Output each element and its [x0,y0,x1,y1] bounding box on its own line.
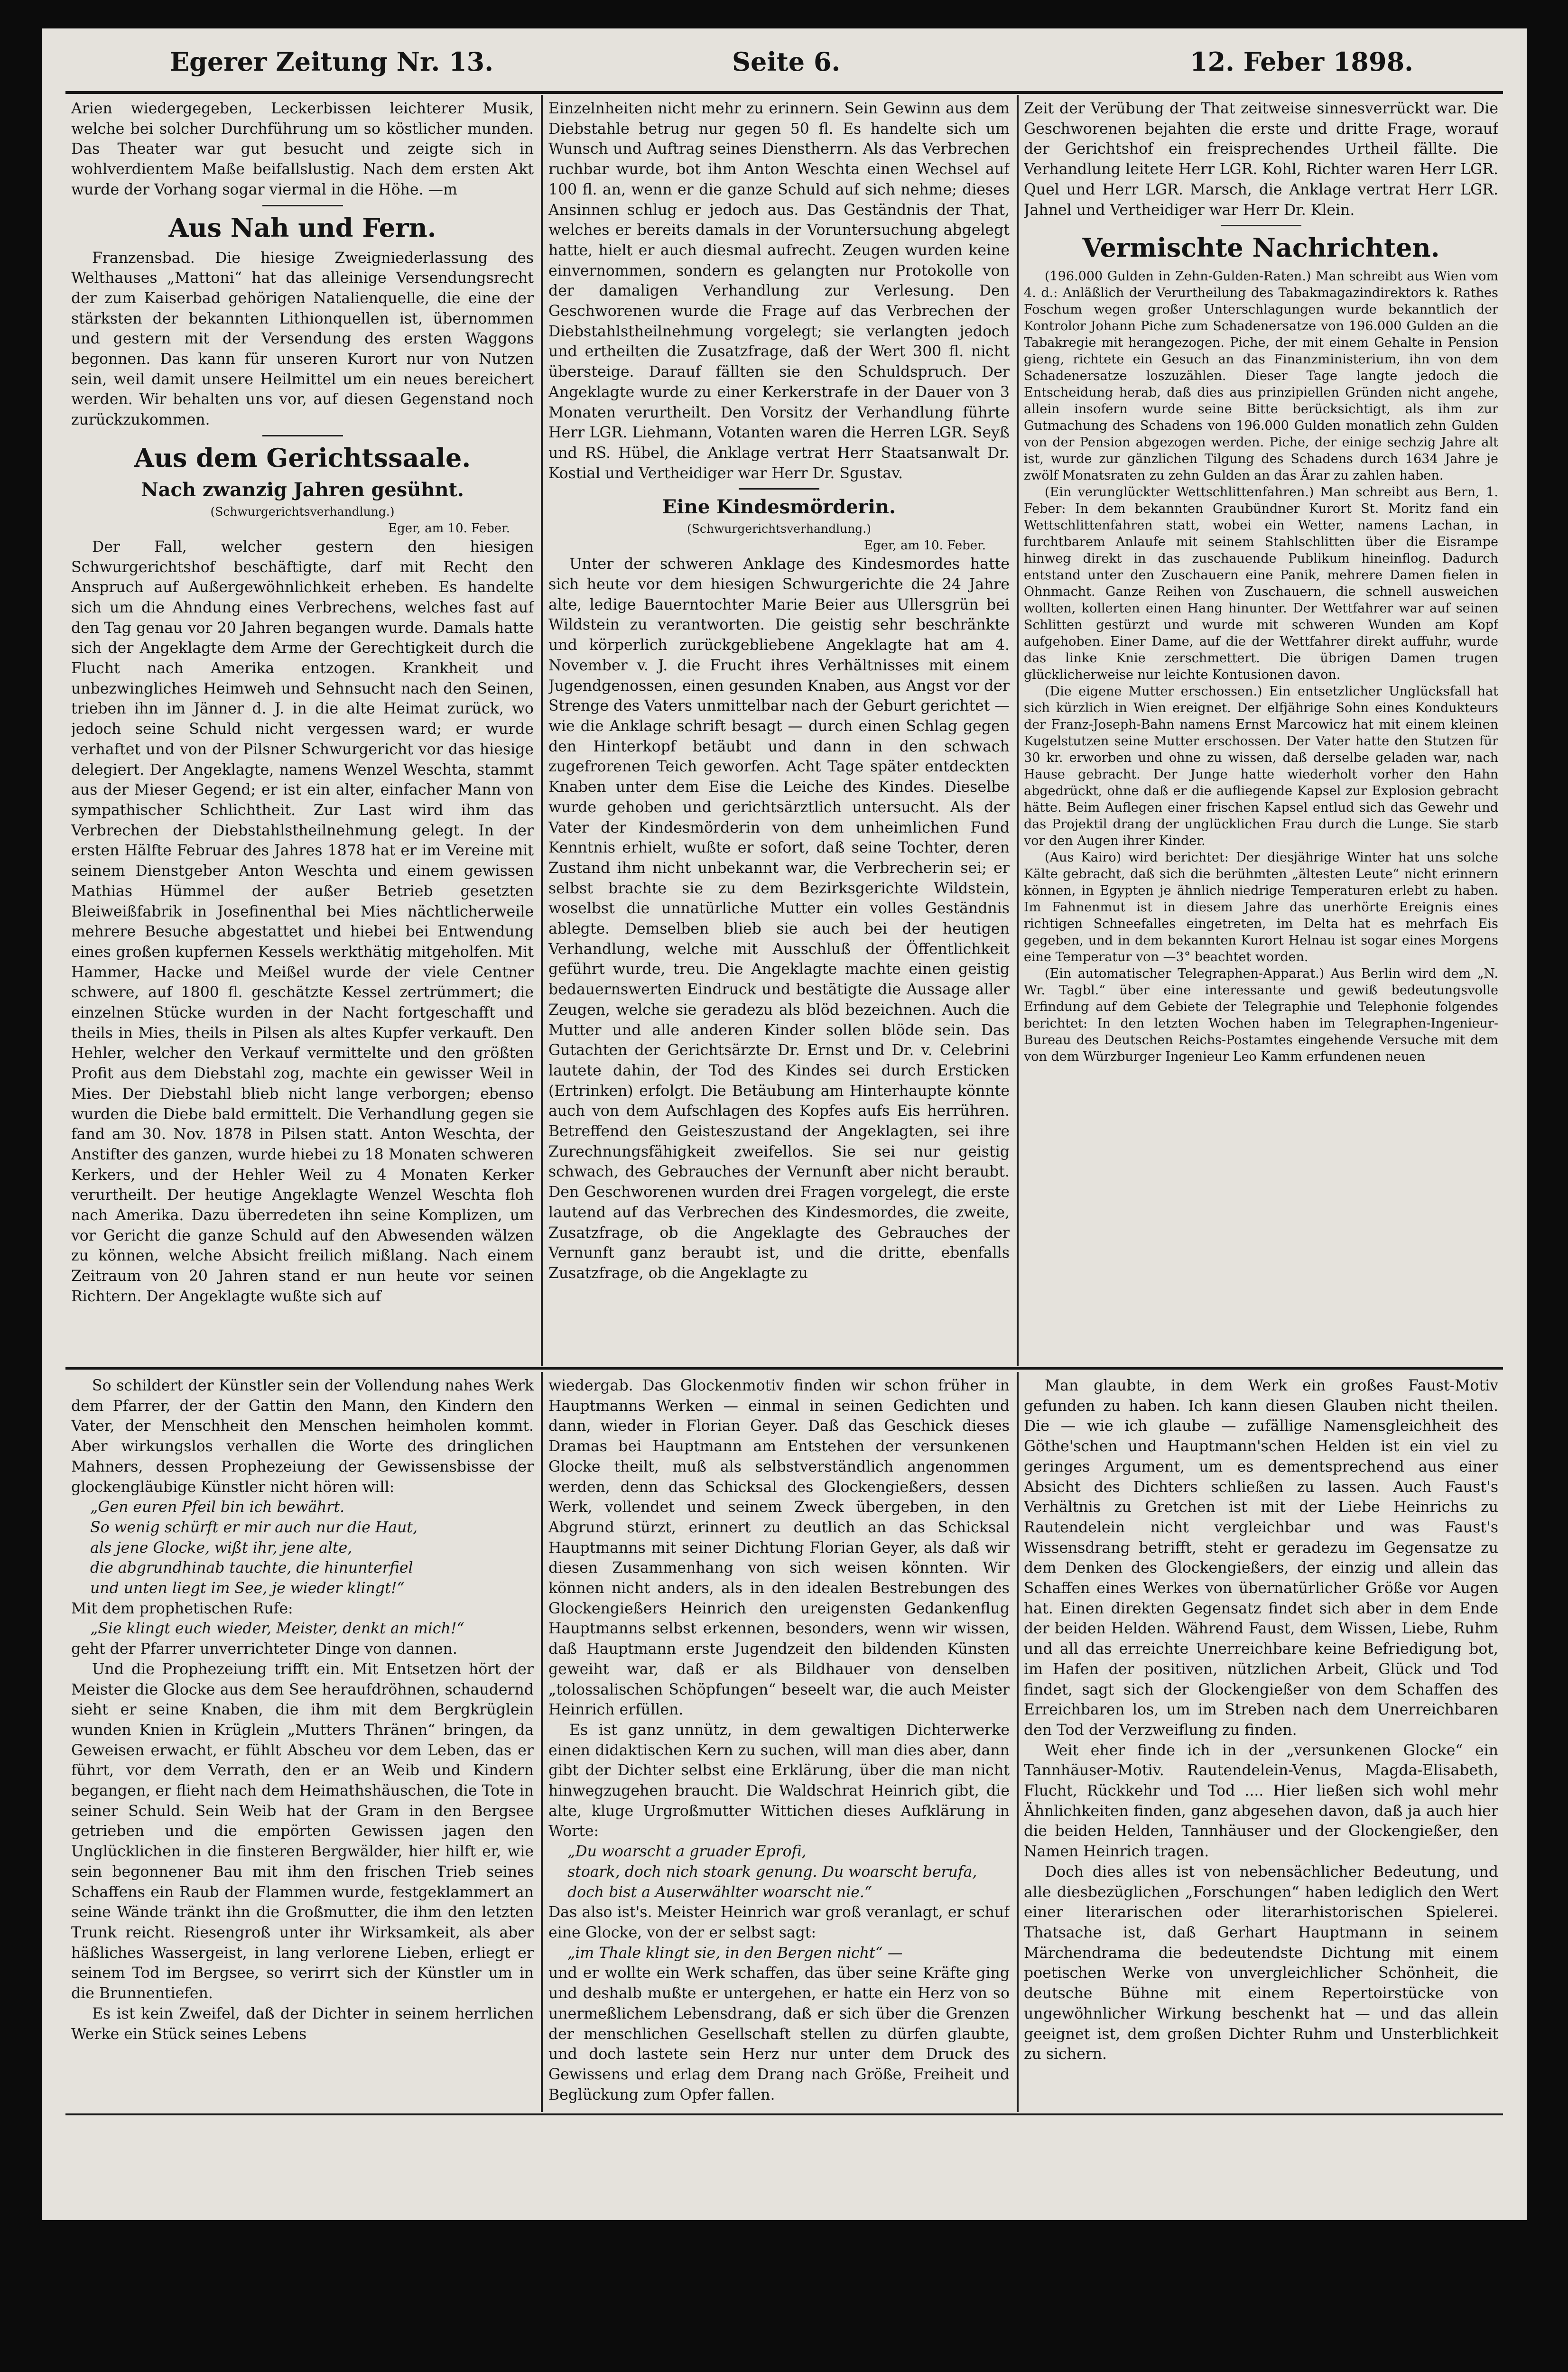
verse-line: „Gen euren Pfeil bin ich bewährt. [90,1499,345,1516]
column-divider [1017,1372,1019,2112]
verse-line: „Du woarscht a gruader Eprofi, [567,1843,807,1861]
verse-line: als jene Glocke, wißt ihr, jene alte, [90,1539,353,1557]
article-headline: Eine Kindesmörderin. [662,496,896,519]
header-page-number: Seite 6. [732,46,841,77]
verse-line: stoark, doch nich stoark genung. Du woarscht berufa, [567,1863,977,1881]
dateline: Eger, am 10. Feber. [388,521,510,536]
feuilleton-text: Es ist ganz unnütz, in dem gewaltigen Dichterwerke einen didaktischen Kern zu suchen, will man dies aber, dann gibt der Dichter selbst eine Erklärung, über die man nicht hinwegzugehen braucht. Die Waldschrat Heinrich gibt, die alte, kluge Urgroßmutter Wittichen dieses Aufklärung in Worte: [548,1721,1010,1840]
page-header [42,28,1527,90]
advertisement-rule [65,2113,1503,2115]
article-note: (Schwurgerichtsverhandlung.) [687,522,872,536]
dateline: Eger, am 10. Feber. [863,538,986,553]
verse-line: „Sie klingt euch wieder, Meister, denkt an mich!“ [90,1620,464,1638]
feuilleton-text: Das also ist's. Meister Heinrich war groß veranlagt, er schuf eine Glocke, von der er selbst sagt: [548,1904,1010,1941]
header-rule [65,91,1503,94]
verse-line: die abgrundhinab tauchte, die hinunterfiel [90,1559,413,1577]
article-text: Unter der schweren Anklage des Kindesmordes hatte sich heute vor dem hiesigen Schwurgerichte die 24 Jahre alte, ledige Bauerntochter Marie Beier aus Ullersgrün bei Wildstein zu verantworten. Die geistig sehr beschränkte und körperlich zurückgebliebene Angeklagte hat am 4. November v. J. die Frucht ihres Verhältnisses mit einem Jugendgenossen, einen gesunden Knaben, aus Angst vor der Strenge des Vaters unmittelbar nach der Geburt gerichtet — wie die Anklage schrift besagt — durch einen Schlag gegen den Hinterkopf betäubt und dann in den schwach zugefrorenen Teich geworfen. Acht Tage später entdeckten Knaben unter dem Eise die Leiche des Kindes. Dieselbe wurde gehoben und gerichtsärztlich untersucht. Als der Vater der Kindesmörderin von dem unheimlichen Fund Kenntnis erhielt, wußte er sofort, daß seine Tochter, deren Zustand ihm nicht unbekannt war, die Verbrecherin sei; er selbst brachte sie zu dem Bezirksgerichte Wildstein, woselbst die unnatürliche Mutter ein volles Geständnis ablegte. Demselben blieb sie auch bei der heutigen Verhandlung, welche mit Ausschluß der Öffentlichkeit geführt wurde, treu. Die Angeklagte machte einen geistig bedauernswerten Eindruck und bestätigte die Aussage aller Zeugen, welche sie geradezu als blöd bezeichnen. Auch die Mutter und alle anderen Kinder sollen blöde sein. Das Gutachten der Gerichtsärzte Dr. Ernst und Dr. v. Celebrini lautete dahin, der Tod des Kindes sei durch Ersticken (Ertrinken) erfolgt. Die Betäubung am Hinterhaupte könnte auch von dem Aufschlagen des Kopfes aufs Eis herrühren. Betreffend den Geisteszustand der Angeklagten, sei ihre Zurechnungsfähigkeit zweifellos. Sie sei nur geistig schwach, des Gebrauches der Vernunft aber nicht beraubt. Den Geschworenen wurden drei Fragen vorgelegt, die erste lautend auf das Verbrechen des Kindesmordes, die zweite, Zusatzfrage, ob die Angeklagte des Gebrauches der Vernunft ganz beraubt ist, und die dritte, ebenfalls Zusatzfrage, ob die Angeklagte zu [548,556,1010,1282]
news-item: (Ein automatischer Telegraphen-Apparat.) Aus Berlin wird dem „N. Wr. Tagbl.“ über eine interessante und gewiß bedeutungsvolle Erfindung auf dem Gebiete der Telegraphie und Telephonie folgendes berichtet: In den letzten Wochen haben im Telegraphen-Ingenieur-Bureau des Deutschen Reichs-Postamtes eingehende Versuche mit dem von dem Würzburger Ingenieur Leo Kamm erfundenen neuen [1024,966,1498,1065]
article-text: Einzelnheiten nicht mehr zu erinnern. Sein Gewinn aus dem Diebstahle betrug nur gegen 50 fl. Es handelte sich um Wunsch und Auftrag seines Dienstherrn. Als das Verbrechen ruchbar wurde, bot ihm Anton Weschta einen Wechsel auf 100 fl. an, wenn er die ganze Schuld auf sich nehme; dieses Ansinnen schlug er jedoch aus. Das Geständnis der That, welches er bereits damals in der Voruntersuchung abgelegt hatte, hielt er auch diesmal aufrecht. Zeugen wurden keine einvernommen, sondern es gelangten nur Protokolle von der damaligen Verhandlung zur Verlesung. Den Geschworenen wurde die Frage auf das Verbrechen der Diebstahlstheilnehmung vorgelegt; sie verlangten jedoch und ertheilten die Zusatzfrage, daß der Wert 300 fl. nicht übersteige. Darauf fällten sie den Schuldspruch. Der Angeklagte wurde zu einer Kerkerstrafe in der Dauer von 3 Monaten verurtheilt. Den Vorsitz der Verhandlung führte Herr LGR. Liehmann, Votanten waren die Herren LGR. Seyß und RS. Hübel, die Anklage vertrat Herr Staatsanwalt Dr. Kostial und Vertheidiger war Herr Dr. Sgustav. [548,100,1010,482]
news-item: (196.000 Gulden in Zehn-Gulden-Raten.) Man schreibt aus Wien vom 4. d.: Anläßlich der Verurtheilung des Tabakmagazindirektors k. Rathes Foschum wegen großer Unterschlagungen wurde bekanntlich der Kontrolor Johann Piche zum Schadenersatze von 196.000 Gulden an die Tabakregie mit herangezogen. Piche, der mit einem Gehalte in Pension gieng, richtete ein Gesuch an das Finanzministerium, ihn von dem Schadenersatze loszuzählen. Dieser Tage langte jedoch die Entscheidung herab, daß dies aus prinzipiellen Gründen nicht angehe, allein insofern wurde seine Bitte berücksichtigt, als ihm zur Gutmachung des Schadens von 196.000 Gulden monatlich zehn Gulden von der Pension abgezogen werden. Piche, der einige sechzig Jahre alt ist, wurde zur gänzlichen Tilgung des Schadens durch 1634 Jahre je zwölf Monatsraten zu zehn Gulden an das Ärar zu zahlen haben. [1024,269,1498,483]
verse-line: doch bist a Auserwählter woarscht nie.“ [567,1883,872,1901]
section-rule [262,435,343,436]
feuilleton-text: Mit dem prophetischen Rufe: [71,1600,293,1617]
news-item: (Aus Kairo) wird berichtet: Der diesjährige Winter hat uns solche Kälte gebracht, daß sich die berühmten „ältesten Leute“ nicht erinnern können, in Egypten je ähnlich niedrige Temperaturen erlebt zu haben. Im Fahnenmut ist in diesem Jahre das unerhörte Ereignis eines richtigen Schneefalles eingetreten, im Delta hat es mehrfach Eis gegeben, und in dem bekannten Kurort Helnau ist sogar eines Morgens eine Temperatur von —3° beachtet worden. [1024,850,1498,965]
upper-column-2 [548,99,1010,1366]
lower-column-3 [1024,1376,1498,2106]
advertisement [0,2116,1568,2372]
feuilleton-text: wiedergab. Das Glockenmotiv finden wir schon früher in Hauptmanns Werken — einmal in seinen Gedichten und dann, wieder in Florian Geyer. Daß das Geschick dieses Dramas bei Hauptmann am Entstehen der versunkenen Glocke theilt, muß als selbstverständlich angenommen werden, denn das Schicksal des Glockengießers, dessen Werk, vollendet und seinem Zweck übergeben, in den Abgrund stürzt, erinnert zu deutlich an das Schicksal Hauptmanns mit seiner Dichtung Florian Geyer, als daß wir diesen Zusammenhang von sich weisen könnten. Wir können nicht anders, als in den idealen Bestrebungen des Glockengießers Heinrich den ureigensten Gedankenflug Hauptmanns selbst erkennen, besonders, wenn wir wissen, daß Hauptmann erste Jugendzeit den bildenden Künsten geweiht war, daß er als Bildhauer von denselben „tolossalischen Schöpfungen“ beseelt war, die auch Meister Heinrich erfüllen. [548,1377,1010,1719]
column-divider [541,1372,543,2112]
news-items [1024,268,1498,1065]
section-rule [1221,225,1301,226]
news-item: (Ein verunglückter Wettschlittenfahren.) Man schreibt aus Bern, 1. Feber: In dem bekannten Graubündner Kurort St. Moritz fand ein Wettschlittenfahren statt, wobei ein Wetter, namens Lachan, in furchtbarem Anlaufe mit seinem Stahlschlitten über die Eisrampe hinweg direkt in das zuschauende Publikum hineinflog. Dadurch entstand unter den Zuschauern eine Panik, mehrere Damen fielen in Ohnmacht. Ganze Reihen von Zuschauern, die schnell ausweichen wollten, kollerten einen Hang hinunter. Der Wettfahrer war auf seinen Schlitten gestürzt und wurde mit schweren Wunden am Kopf aufgehoben. Einer Dame, auf die der Wettfahrer direkt auffuhr, wurde das linke Knie zerschmettert. Die übrigen Damen trugen glücklicherweise nur leichte Kontusionen davon. [1024,485,1498,683]
upper-column-3 [1024,99,1498,1366]
feuilleton-rule [65,1367,1503,1370]
section-rule [262,205,343,206]
upper-column-1 [71,99,534,1366]
newspaper-page [42,28,1527,2220]
column-divider [541,95,543,1366]
header-date: 12. Feber 1898. [1190,46,1413,77]
lower-column-2 [548,1376,1010,2106]
feuilleton-text: Weit eher finde ich in der „versunkenen Glocke“ ein Tannhäuser-Motiv. Rautendelein-Venus, Magda-Elisabeth, Flucht, Rückkehr und Tod .... Hier ließen sich wohl mehr Ähnlichkeiten finden, ganz abgesehen davon, daß ja auch hier die beiden Helden, Tannhäuser und der Glockengießer, den Namen Heinrich tragen. [1024,1742,1498,1861]
section-heading: Aus Nah und Fern. [168,212,436,243]
article-text: Franzensbad. Die hiesige Zweigniederlassung des Welthauses „Mattoni“ hat das alleinige Versendungsrecht der zum Kaiserbad gehörigen Natalienquelle, die eine der stärksten der bekannten Lithionquellen ist, übernommen und gestern mit der Versendung des ersten Waggons begonnen. Das kann für unseren Kurort nur von Nutzen sein, weil damit unsere Heilmittel um ein neues bereichert werden. Wir behalten uns vor, auf diesen Gegenstand noch zurückzukommen. [71,249,534,429]
feuilleton-text: geht der Pfarrer unverrichteter Dinge von dannen. [71,1640,457,1658]
verse-line: und unten liegt im See, je wieder klingt!“ [90,1580,405,1597]
feuilleton-text: und er wollte ein Werk schaffen, das über seine Kräfte ging und deshalb mußte er untergehen, er hatte ein Herz von so unermeßlichem Lebensdrang, daß er sich über die Grenzen der menschlichen Gesellschaft stellen zu dürfen glaubte, und doch lastete sein Herz nur unter dem Druck des Gewissens und erlag dem Drang nach Größe, Freiheit und Beglückung zum Opfer fallen. [548,1964,1010,2103]
verse-line: So wenig schürft er mir auch nur die Haut, [90,1519,418,1536]
section-rule [739,488,819,490]
column-divider [1017,95,1019,1366]
verse-line: „im Thale klingt sie, in den Bergen nicht“ — [567,1944,903,1962]
section-heading: Aus dem Gerichtssaale. [134,442,471,473]
feuilleton-text: Es ist kein Zweifel, daß der Dichter in seinem herrlichen Werke ein Stück seines Lebens [71,2005,534,2043]
feuilleton-text: So schildert der Künstler sein der Vollendung nahes Werk dem Pfarrer, der der Gattin den Mann, den Kindern den Vater, der Menschheit den Menschen heimholen kommt. Aber wirkungslos verhallen die Worte des dringlichen Mahners, dessen Prophezeiung der Gewissensbisse der glockengläubige Künstler nicht hören will: [71,1377,534,1496]
article-text: Zeit der Verübung der That zeitweise sinnesverrückt war. Die Geschworenen bejahten die erste und dritte Frage, worauf der Gerichtshof ein freisprechendes Urtheil fällte. Die Verhandlung leitete Herr LGR. Kohl, Richter waren Herr LGR. Quel und Herr LGR. Marsch, die Anklage vertrat Herr LGR. Jahnel und Vertheidiger war Herr Dr. Klein. [1024,100,1498,219]
header-newspaper-title: Egerer Zeitung Nr. 13. [170,46,494,77]
news-item: (Die eigene Mutter erschossen.) Ein entsetzlicher Unglücksfall hat sich kürzlich in Wien ereignet. Der elfjährige Sohn eines Kondukteurs der Franz-Joseph-Bahn namens Ernst Marcowicz hat mit einem kleinen Kugelstutzen seine Mutter erschossen. Der Vater hatte den Stutzen für 30 kr. erworben und ohne zu wissen, daß derselbe geladen war, nach Hause gebracht. Der Junge hatte wiederholt vorher den Hahn abgedrückt, ohne daß er die aufliegende Kapsel zur Explosion gebracht hätte. Beim Auflegen einer frischen Kapsel entlud sich das Gewehr und das Projektil drang der unglücklichen Frau durch die Lunge. Sie starb vor den Augen ihrer Kinder. [1024,684,1498,849]
feuilleton-text: Man glaubte, in dem Werk ein großes Faust-Motiv gefunden zu haben. Ich kann diesen Glauben nicht theilen. Die — wie ich glaube — zufällige Namensgleichheit des Göthe'schen und Hauptmann'schen Helden ist ein viel zu geringes Argument, um es dementsprechend aus einer Absicht des Dichters schließen zu lassen. Auch Faust's Verhältnis zu Gretchen ist mit der Liebe Heinrichs zu Rautendelein nicht vergleichbar und was Faust's Wissensdrang betrifft, steht er geradezu im Gegensatze zu dem Denken des Glockengießers, der einzig und allein das Schaffen eines Werkes von übernatürlicher Größe vor Augen hat. Einen direkten Gegensatz findet sich aber in dem Ende der beiden Helden. Während Faust, dem Wissen, Liebe, Ruhm und all das erreichte Unerreichbare keine Befriedigung bot, im Hafen der positiven, nützlichen Arbeit, Glück und Tod findet, sagt sich der Glockengießer von dem Schaffen des Erreichbaren los, um im Streben nach dem Unerreichbaren den Tod der Verzweiflung zu finden. [1024,1377,1498,1739]
article-note: (Schwurgerichtsverhandlung.) [210,504,395,519]
article-text: Der Fall, welcher gestern den hiesigen Schwurgerichtshof beschäftigte, darf mit Recht den Anspruch auf Außergewöhnlichkeit erheben. Es handelte sich um die Ahndung eines Verbrechens, welches fast auf den Tag genau vor 20 Jahren begangen wurde. Damals hatte sich der Angeklagte dem Arme der Gerechtigkeit durch die Flucht nach Amerika entzogen. Krankheit und unbezwingliches Heimweh und Sehnsucht nach den Seinen, trieben ihn im Jänner d. J. in die alte Heimat zurück, wo jedoch seine Schuld nicht vergessen ward; er wurde verhaftet und von der Pilsner Schwurgericht vor das hiesige delegiert. Der Angeklagte, namens Wenzel Weschta, stammt aus der Mieser Gegend; er ist ein alter, einfacher Mann von sympathischer Schlichtheit. Zur Last wird ihm das Verbrechen der Diebstahlstheilnehmung gelegt. In der ersten Hälfte Februar des Jahres 1878 hat er im Vereine mit seinem Dienstgeber Anton Weschta und einem gewissen Mathias Hümmel der außer Betrieb gesetzten Bleiweißfabrik in Josefinenthal bei Mies nächtlicherweile mehrere Besuche abgestattet und hiebei bei Entwendung eines großen kupfernen Kessels werkthätig mitgeholfen. Mit Hammer, Hacke und Meißel wurde der viele Centner schwere, auf 1800 fl. geschätzte Kessel zertrümmert; die einzelnen Stücke wurden in der Nacht fortgeschafft und theils in Mies, theils in Pilsen als altes Kupfer verkauft. Den Hehler, welcher den Verkauf vermittelte und den größten Profit aus dem Diebstahl zog, machte ein gewisser Weil in Mies. Der Diebstahl blieb nicht lange verborgen; ebenso wurden die Diebe bald ermittelt. Die Verhandlung gegen sie fand am 30. Nov. 1878 in Pilsen statt. Anton Weschta, der Anstifter des ganzen, wurde hiebei zu 18 Monaten schweren Kerkers, und der Hehler Weil zu 4 Monaten Kerker verurtheilt. Der heutige Angeklagte Wenzel Weschta floh nach Amerika. Dazu überredeten ihn seine Komplizen, um vor Gericht die ganze Schuld auf den Abwesenden wälzen zu können, welche Absicht freilich mißlang. Nach einem Zeitraum von 20 Jahren stand er nun heute vor seinen Richtern. Der Angeklagte wußte sich auf [71,538,534,1305]
feuilleton-text: Doch dies alles ist von nebensächlicher Bedeutung, und alle diesbezüglichen „Forschungen“ haben lediglich den Wert einer literarischen oder literarhistorischen Spielerei. Thatsache ist, daß Gerhart Hauptmann in seinem Märchendrama die bedeutendste Dichtung mit einem poetischen Werke von unvergleichlicher Schönheit, die deutsche Bühne mit einem Repertoirstücke von ungewöhnlicher Wirkung beschenkt hat — und das allein geeignet ist, dem großen Dichter Ruhm und Unsterblichkeit zu sichern. [1024,1863,1498,2063]
article-text: Arien wiedergegeben, Leckerbissen leichterer Musik, welche bei solcher Durchführung um so köstlicher munden. Das Theater war gut besucht und zeigte sich in wohlverdientem Maße beifallslustig. Nach dem ersten Akt wurde der Vorhang sogar viermal in die Höhe. —m [71,100,534,198]
feuilleton-text: Und die Prophezeiung trifft ein. Mit Entsetzen hört der Meister die Glocke aus dem See heraufdröhnen, schaudernd sieht er seine Knaben, die ihm mit dem Bergkrüglein wunden Knien in Krüglein „Mutters Thränen“ bringen, da Geweisen erwacht, er fühlt Abscheu vor dem Leben, das er führt, vor dem Verrath, den er an Weib und Kindern begangen, er flieht nach dem Heimathshäuschen, die Tote in seiner Schuld. Sein Weib hat der Gram in den Bergsee getrieben und die empörten Gewissen jagen den Unglücklichen in die finsteren Bergwälder, hier hilft er, wie sein begonnener Bau mit ihm den frischen Trieb seines Schaffens ein Raub der Flammen wurde, festgeklammert an seine Wände tränkt ihn die Großmutter, die ihm den letzten Trunk reicht. Riesengroß unter ihr Wirksamkeit, als aber häßliches Wassergeist, in lang verlorene Lieben, erliegt er seinem Tod im Bergsee, so verirrt sich der Künstler um in die Brunnentiefen. [71,1660,534,2002]
section-heading: Vermischte Nachrichten. [1082,232,1440,263]
article-headline: Nach zwanzig Jahren gesühnt. [141,478,464,501]
lower-column-1 [71,1376,534,2106]
